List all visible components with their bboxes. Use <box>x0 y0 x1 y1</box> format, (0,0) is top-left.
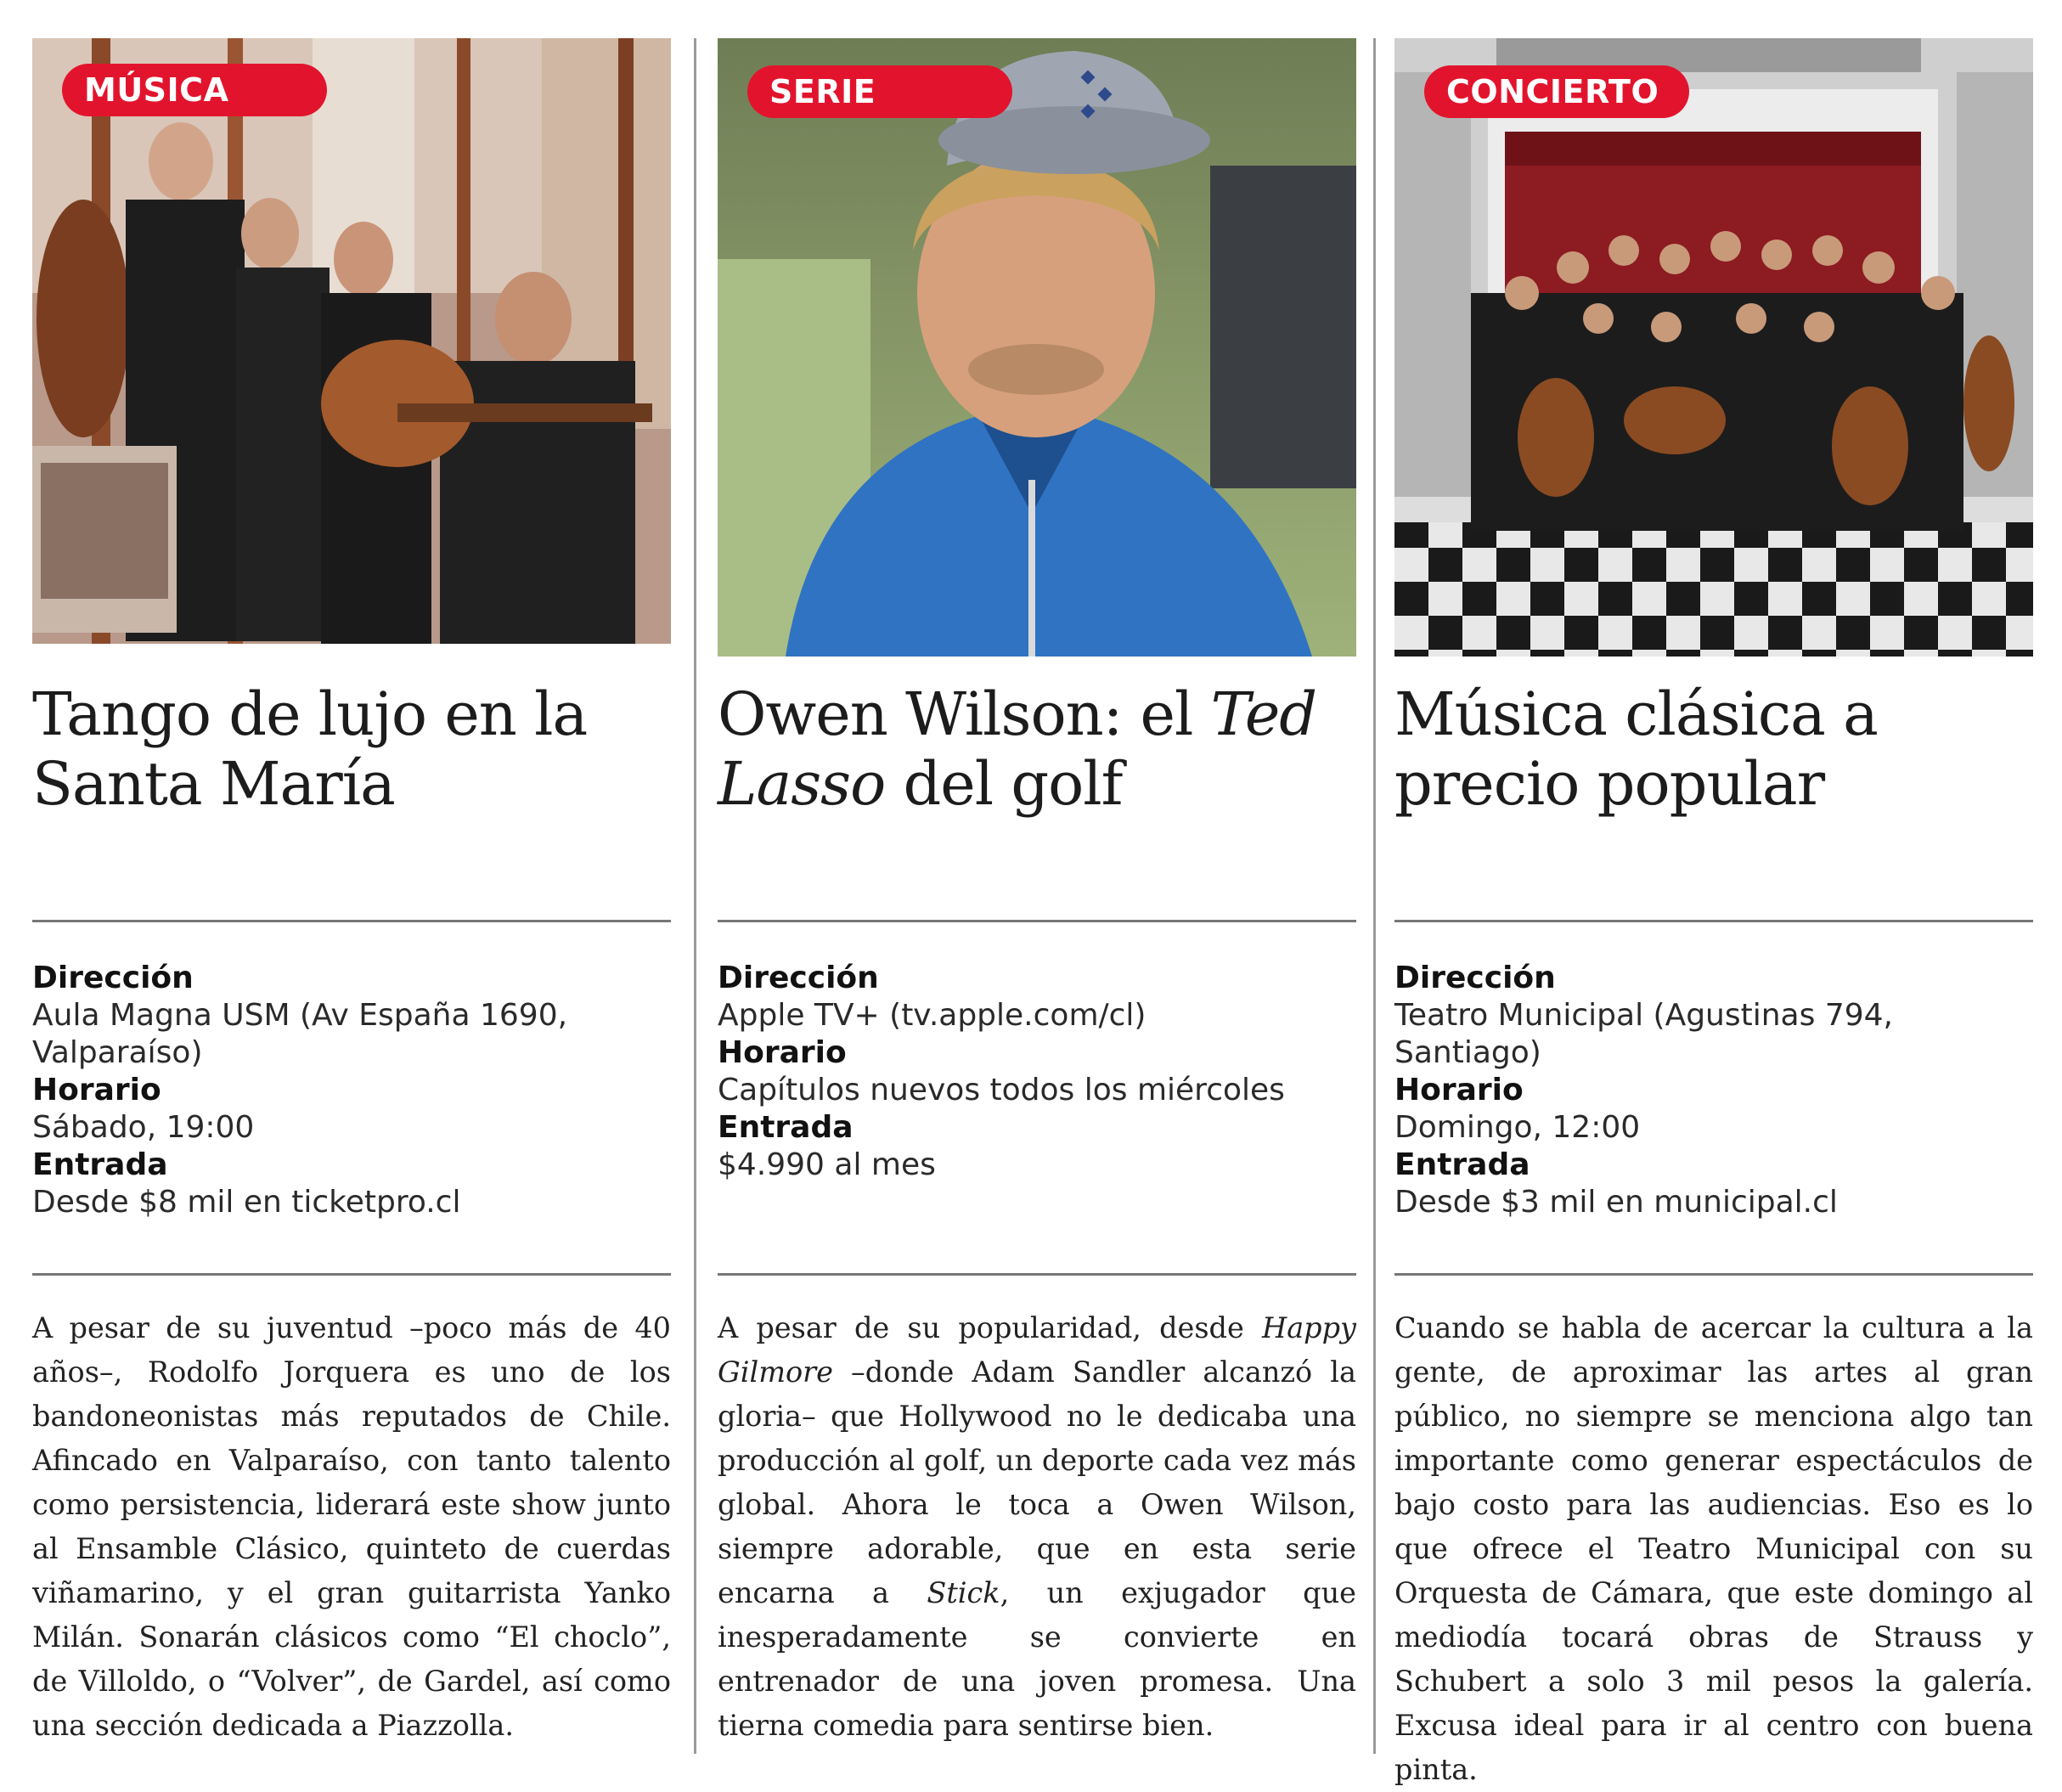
entrada-label: Entrada <box>718 1110 854 1145</box>
direccion-label: Dirección <box>32 961 194 995</box>
event-info <box>1394 960 2033 1221</box>
divider <box>718 1273 1356 1276</box>
direccion-value: Santiago) <box>1394 1035 1541 1070</box>
horario-value: Sábado, 19:00 <box>32 1110 255 1145</box>
entrada-value: Desde $8 mil en ticketpro.cl <box>32 1185 461 1220</box>
column-divider <box>1373 38 1376 1754</box>
entrada-label: Entrada <box>1394 1147 1530 1182</box>
event-info <box>718 960 1356 1184</box>
article-body: A pesar de su popularidad, desde Happy Gilmore –donde Adam Sandler alcanzó la gloria– que Hollywood no le dedicaba una producción al golf, un deporte cada vez más global. Ahora le toca a Owen Wilson, siempre adorable, que en esta serie encarna a Stick, un exjugador que inesperadamente se convierte en entrenador de una joven promesa. Una tierna comedia para sentirse bien. <box>718 1311 1356 1742</box>
event-info <box>32 960 671 1221</box>
article-concierto <box>1394 0 2033 1786</box>
article-body: Cuando se habla de acercar la cultura a la gente, de aproximar las artes al gran público, no siempre se menciona algo tan importante como generar espectáculos de bajo costo para las audiencias. Eso es lo que ofrece el Teatro Municipal con su Orquesta de Cámara, que este domingo al mediodía tocará obras de Strauss y Schubert a solo 3 mil pesos la galería. Excusa ideal para ir al centro con buena pinta. <box>1394 1311 2033 1786</box>
column-divider <box>694 38 696 1754</box>
direccion-value: Teatro Municipal (Agustinas 794, <box>1394 998 1893 1033</box>
headline: Tango de lujo en la Santa María <box>32 679 588 819</box>
entrada-label: Entrada <box>32 1147 168 1182</box>
owen-wilson-photo <box>718 38 1356 657</box>
category-badge: CONCIERTO <box>1424 65 1689 118</box>
category-badge: MÚSICA <box>62 64 327 116</box>
category-badge: SERIE <box>747 65 1012 118</box>
article-tango <box>32 0 671 1773</box>
horario-label: Horario <box>32 1073 161 1107</box>
horario-value: Domingo, 12:00 <box>1394 1110 1641 1145</box>
direccion-value: Aula Magna USM (Av España 1690, <box>32 998 568 1033</box>
article-body: A pesar de su juventud –poco más de 40 años–, Rodolfo Jorquera es uno de los bandoneonistas más reputados de Chile. Afincado en Valparaíso, con tanto talento como persistencia, liderará este show junto al Ensamble Clásico, quinteto de cuerdas viñamarino, y el gran guitarrista Yanko Milán. Sonarán clásicos como “El choclo”, de Villoldo, o “Volver”, de Gardel, así como una sección dedicada a Piazzolla. <box>32 1311 671 1742</box>
direccion-label: Dirección <box>718 961 879 995</box>
direccion-label: Dirección <box>1394 961 1556 995</box>
horario-label: Horario <box>718 1035 847 1070</box>
headline: Música clásica a precio popular <box>1394 679 1878 819</box>
direccion-value: Valparaíso) <box>32 1035 203 1070</box>
headline: Owen Wilson: el Ted Lasso del golf <box>718 679 1317 819</box>
divider <box>1394 920 2033 922</box>
horario-value: Capítulos nuevos todos los miércoles <box>718 1073 1285 1107</box>
entrada-value: Desde $3 mil en municipal.cl <box>1394 1185 1838 1220</box>
divider <box>32 920 671 922</box>
divider <box>1394 1273 2033 1276</box>
tango-band-photo <box>32 38 671 644</box>
article-owen-wilson <box>718 0 1356 1773</box>
horario-label: Horario <box>1394 1073 1524 1107</box>
orchestra-photo <box>1394 38 2033 657</box>
direccion-value: Apple TV+ (tv.apple.com/cl) <box>718 998 1146 1033</box>
entrada-value: $4.990 al mes <box>718 1147 936 1182</box>
divider <box>718 920 1356 922</box>
divider <box>32 1273 671 1276</box>
